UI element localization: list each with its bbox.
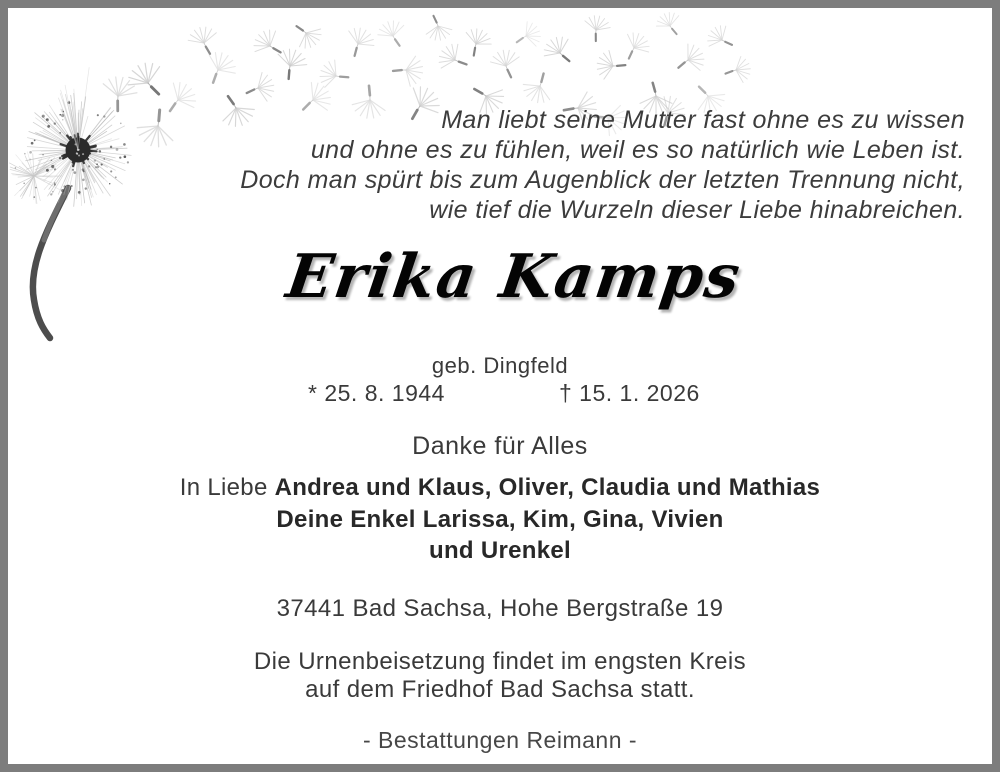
family-prefix: In Liebe: [179, 474, 275, 501]
address-line: 37441 Bad Sachsa, Hohe Bergstraße 19: [276, 595, 724, 622]
deceased-name: Erika Kamps: [282, 242, 746, 312]
poem-line: wie tief die Wurzeln dieser Liebe hinabreichen.: [429, 196, 965, 224]
maiden-name: geb. Dingfeld: [431, 353, 569, 378]
family-names: Andrea und Klaus, Oliver, Claudia und Mathias: [274, 474, 821, 501]
family-line-grandchildren: Deine Enkel Larissa, Kim, Gina, Vivien: [276, 506, 724, 533]
birth-date: * 25. 8. 1944: [308, 380, 445, 406]
family-line-mourners: [8, 474, 992, 502]
poem-line: Doch man spürt bis zum Augenblick der letzten Trennung nicht,: [240, 166, 965, 194]
funeral-info-line-2: auf dem Friedhof Bad Sachsa statt.: [305, 676, 695, 703]
funeral-home-name: - Bestattungen Reimann -: [362, 727, 638, 753]
memorial-poem: [240, 105, 965, 225]
poem-line: Man liebt seine Mutter fast ohne es zu wissen: [441, 106, 965, 134]
death-date: † 15. 1. 2026: [559, 380, 700, 406]
poem-line: und ohne es zu fühlen, weil es so natürlich wie Leben ist.: [310, 136, 965, 164]
family-line-greatgrandchildren: und Urenkel: [429, 537, 571, 564]
thanks-line: Danke für Alles: [412, 432, 588, 460]
funeral-info-line-1: Die Urnenbeisetzung findet im engsten Kreis: [253, 648, 747, 675]
life-dates: [8, 380, 992, 408]
